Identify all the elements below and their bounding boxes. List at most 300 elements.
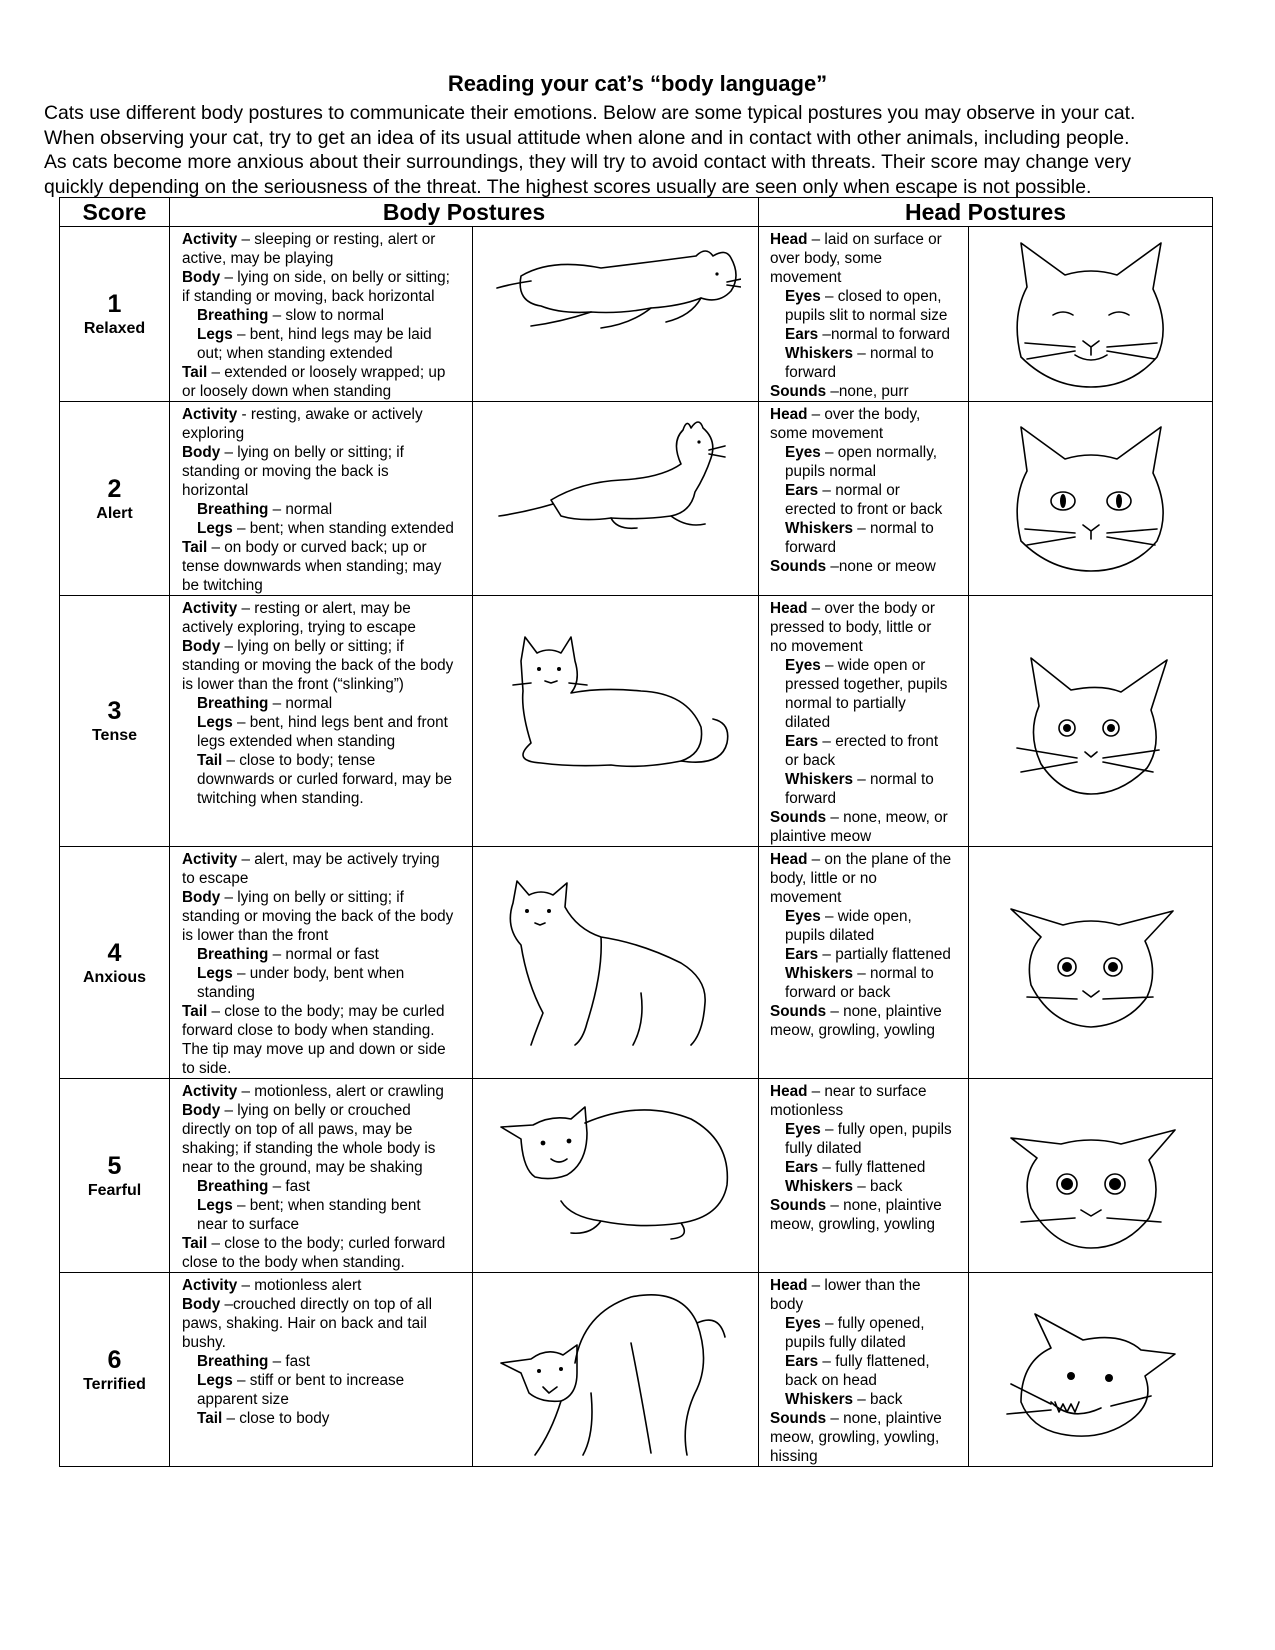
intro-line: Cats use different body postures to communicate their emotions. Below are some typical postures you may observe in your cat. — [44, 102, 1136, 124]
posture-value: – on body or curved back; up or — [207, 539, 427, 556]
posture-key: Breathing — [197, 307, 269, 324]
posture-line — [770, 462, 964, 481]
posture-key: Ears — [785, 1353, 819, 1370]
posture-value: near to the ground, may be shaking — [182, 1159, 423, 1176]
posture-line — [770, 1158, 964, 1177]
posture-key: Legs — [197, 1197, 233, 1214]
posture-value: pupils slit to normal size — [785, 307, 948, 324]
posture-line — [182, 1253, 468, 1272]
score-label: Relaxed — [83, 320, 146, 337]
posture-line — [182, 500, 468, 519]
posture-value: – over the body or — [807, 600, 935, 617]
posture-value: no movement — [770, 638, 863, 655]
posture-key: Head — [770, 406, 808, 423]
posture-value: – none, plaintive — [826, 1410, 942, 1427]
posture-key: Sounds — [770, 1197, 827, 1214]
posture-line — [770, 964, 964, 983]
posture-value: – close to the body; curled forward — [207, 1235, 446, 1252]
posture-line — [182, 1059, 468, 1078]
posture-line — [182, 1040, 468, 1059]
posture-value: is lower than the front — [182, 927, 329, 944]
cat-lying-alert-icon — [491, 412, 741, 585]
posture-line — [182, 983, 468, 1002]
posture-value: – lower than the — [807, 1277, 921, 1294]
posture-value: – over the body, — [807, 406, 921, 423]
posture-value: exploring — [182, 425, 245, 442]
posture-line — [182, 519, 468, 538]
posture-value: – close to body — [222, 1410, 330, 1427]
score-label: Anxious — [82, 968, 147, 986]
posture-value: back on head — [785, 1372, 877, 1389]
posture-line — [182, 538, 468, 557]
posture-line — [182, 1390, 468, 1409]
table-header-row — [60, 198, 1213, 227]
table-row — [60, 596, 1213, 847]
body-postures-cell — [170, 847, 473, 1079]
posture-value: body, little or no — [770, 870, 877, 887]
posture-line — [770, 519, 964, 538]
posture-value: pressed to body, little or — [770, 619, 932, 636]
posture-line — [770, 907, 964, 926]
posture-value: directly on top of all paws, may be — [182, 1121, 413, 1138]
posture-value: paws, shaking. Hair on back and tail — [182, 1315, 427, 1332]
posture-value: – motionless alert — [237, 1277, 362, 1294]
posture-key: Head — [770, 1083, 808, 1100]
score-number: 5 — [107, 1151, 122, 1180]
posture-key: Ears — [785, 1159, 819, 1176]
posture-value: – closed to open, — [820, 288, 942, 305]
posture-line — [182, 945, 468, 964]
posture-line — [182, 1215, 468, 1234]
cat-crouched-fearful-cell — [473, 1079, 759, 1273]
posture-line — [770, 1333, 964, 1352]
posture-value: – laid on surface or — [807, 231, 942, 248]
posture-line — [182, 1352, 468, 1371]
body-postures-cell — [170, 1273, 473, 1467]
posture-key: Ears — [785, 733, 819, 750]
posture-key: Eyes — [785, 657, 821, 674]
posture-line — [770, 481, 964, 500]
posture-value: – back — [853, 1391, 903, 1408]
posture-line — [770, 983, 964, 1002]
posture-line — [770, 888, 964, 907]
posture-value: – extended or loosely wrapped; up — [207, 364, 446, 381]
posture-line — [770, 850, 964, 869]
posture-key: Eyes — [785, 444, 821, 461]
cat-lying-alert-cell — [473, 402, 759, 596]
score-cell — [60, 596, 170, 847]
posture-line — [770, 1196, 964, 1215]
posture-line — [770, 1215, 964, 1234]
posture-key: Sounds — [770, 558, 827, 575]
posture-key: Whiskers — [785, 520, 854, 537]
posture-value: The tip may move up and down or side — [182, 1041, 446, 1058]
cat-head-relaxed-icon — [991, 237, 1191, 392]
posture-line — [182, 1371, 468, 1390]
posture-value: or loosely down when standing — [182, 383, 392, 400]
table-row — [60, 847, 1213, 1079]
intro-line: quickly depending on the seriousness of the threat. The highest scores usually are seen only when escape is not possible. — [44, 175, 1092, 198]
posture-line — [182, 1276, 468, 1295]
score-number: 1 — [107, 290, 122, 318]
posture-value: – lying on belly or sitting; if — [220, 444, 404, 461]
posture-line — [182, 1314, 468, 1333]
posture-line — [770, 751, 964, 770]
posture-line — [770, 500, 964, 519]
table-row — [60, 402, 1213, 596]
cat-head-anxious-icon — [991, 885, 1191, 1040]
posture-line — [770, 1428, 964, 1447]
posture-line — [770, 557, 964, 576]
posture-value: – bent, hind legs bent and front — [232, 714, 448, 731]
cat-head-terrified-icon — [991, 1292, 1191, 1447]
posture-line — [770, 230, 964, 249]
posture-line — [770, 1390, 964, 1409]
posture-value: meow, growling, yowling, — [770, 1429, 940, 1446]
posture-line — [770, 808, 964, 827]
body-postures-cell — [170, 227, 473, 402]
posture-value: – on the plane of the — [807, 851, 952, 868]
posture-value: pressed together, pupils — [785, 676, 948, 693]
posture-value: near to surface — [197, 1216, 300, 1233]
posture-key: Legs — [197, 714, 233, 731]
posture-line — [182, 230, 468, 249]
score-cell — [60, 847, 170, 1079]
posture-key: Breathing — [197, 1353, 269, 1370]
posture-line — [770, 656, 964, 675]
posture-value: standing or moving the back of the body — [182, 908, 454, 925]
posture-line — [182, 382, 468, 401]
cat-head-tense-icon — [991, 644, 1191, 799]
posture-line — [182, 1158, 468, 1177]
posture-line — [770, 538, 964, 557]
posture-key: Tail — [182, 1003, 208, 1020]
posture-line — [182, 675, 468, 694]
posture-line — [182, 1021, 468, 1040]
posture-value: downwards or curled forward, may be — [197, 771, 453, 788]
cat-crouching-tense-icon — [491, 631, 741, 811]
posture-line — [770, 827, 964, 846]
score-cell — [60, 1079, 170, 1273]
posture-line — [770, 1101, 964, 1120]
cat-head-fearful-icon — [991, 1098, 1191, 1253]
posture-key: Body — [182, 638, 221, 655]
posture-key: Whiskers — [785, 345, 854, 362]
posture-value: – fully opened, — [820, 1315, 925, 1332]
posture-line — [182, 306, 468, 325]
posture-key: Breathing — [197, 695, 269, 712]
posture-key: Ears — [785, 482, 819, 499]
posture-line — [182, 1295, 468, 1314]
posture-line — [182, 1002, 468, 1021]
posture-value: forward — [785, 364, 837, 381]
posture-value: - resting, awake or actively — [237, 406, 423, 423]
posture-line — [182, 287, 468, 306]
posture-line — [182, 557, 468, 576]
posture-line — [182, 1082, 468, 1101]
posture-key: Eyes — [785, 288, 821, 305]
posture-value: some movement — [770, 425, 884, 442]
score-header: Score — [60, 198, 170, 227]
posture-line — [182, 770, 468, 789]
posture-value: – sleeping or resting, alert or — [237, 231, 436, 248]
posture-key: Activity — [182, 851, 238, 868]
posture-value: shaking; if standing the whole body is — [182, 1140, 436, 1157]
posture-value: – fast — [268, 1353, 311, 1370]
posture-key: Sounds — [770, 1410, 827, 1427]
posture-value: –crouched directly on top of all — [220, 1296, 432, 1313]
posture-value: bushy. — [182, 1334, 226, 1351]
cat-standing-anxious-cell — [473, 847, 759, 1079]
posture-value: – fast — [268, 1178, 311, 1195]
posture-line — [182, 1333, 468, 1352]
posture-key: Activity — [182, 1277, 238, 1294]
posture-line — [182, 344, 468, 363]
posture-key: Body — [182, 889, 221, 906]
cat-crouched-fearful-icon — [491, 1089, 741, 1262]
posture-line — [770, 1021, 964, 1040]
posture-key: Eyes — [785, 908, 821, 925]
posture-value: – fully flattened — [818, 1159, 926, 1176]
posture-value: standing or moving the back is — [182, 463, 389, 480]
posture-value: motionless — [770, 1102, 844, 1119]
body-postures-cell — [170, 596, 473, 847]
posture-key: Breathing — [197, 501, 269, 518]
posture-value: – normal to — [853, 345, 934, 362]
intro-line: As cats become more anxious about their surroundings, they will try to avoid contact with threats. Their score may change very — [44, 151, 1132, 173]
posture-key: Tail — [182, 364, 208, 381]
posture-value: out; when standing extended — [197, 345, 393, 362]
posture-value: –normal to forward — [818, 326, 950, 343]
posture-line — [770, 618, 964, 637]
posture-value: pupils fully dilated — [785, 1334, 906, 1351]
posture-value: to escape — [182, 870, 249, 887]
head-postures-cell — [759, 227, 969, 402]
posture-value: – bent; when standing bent — [232, 1197, 421, 1214]
posture-key: Activity — [182, 231, 238, 248]
posture-value: close to the body when standing. — [182, 1254, 405, 1271]
head-postures-cell — [759, 847, 969, 1079]
cat-crouching-tense-cell — [473, 596, 759, 847]
posture-key: Head — [770, 231, 808, 248]
posture-line — [770, 1139, 964, 1158]
posture-value: – fully flattened, — [818, 1353, 930, 1370]
posture-line — [770, 443, 964, 462]
posture-line — [770, 694, 964, 713]
posture-value: standing — [197, 984, 255, 1001]
page-title: Reading your cat’s “body language” — [447, 71, 828, 96]
posture-line — [770, 1177, 964, 1196]
posture-value: – alert, may be actively trying — [237, 851, 440, 868]
posture-value: forward — [785, 790, 837, 807]
posture-value: – slow to normal — [268, 307, 385, 324]
posture-line — [770, 926, 964, 945]
posture-value: – wide open or — [820, 657, 926, 674]
posture-line — [182, 637, 468, 656]
posture-value: hissing — [770, 1448, 818, 1465]
posture-line — [182, 888, 468, 907]
score-cell — [60, 1273, 170, 1467]
posture-line — [182, 576, 468, 595]
posture-value: dilated — [785, 714, 831, 731]
posture-value: to side. — [182, 1060, 232, 1077]
posture-key: Tail — [197, 1410, 223, 1427]
posture-line — [182, 1196, 468, 1215]
posture-value: – motionless, alert or crawling — [237, 1083, 444, 1100]
posture-value: – lying on side, on belly or sitting; — [220, 269, 450, 286]
posture-key: Head — [770, 851, 808, 868]
posture-line — [770, 713, 964, 732]
posture-line — [770, 1314, 964, 1333]
posture-key: Body — [182, 1102, 221, 1119]
posture-value: plaintive meow — [770, 828, 872, 845]
posture-key: Sounds — [770, 383, 827, 400]
posture-value: horizontal — [182, 482, 249, 499]
posture-line — [182, 618, 468, 637]
posture-value: fully dilated — [785, 1140, 862, 1157]
cat-head-alert-icon — [991, 421, 1191, 576]
posture-line — [770, 732, 964, 751]
posture-value: meow, growling, yowling — [770, 1216, 935, 1233]
posture-line — [182, 850, 468, 869]
cat-standing-anxious-icon — [491, 873, 741, 1053]
posture-line — [182, 1101, 468, 1120]
posture-value: forward close to body when standing. — [182, 1022, 435, 1039]
posture-key: Legs — [197, 1372, 233, 1389]
posture-value: be twitching — [182, 577, 263, 594]
score-number: 4 — [107, 938, 122, 967]
posture-line — [770, 1295, 964, 1314]
posture-value: legs extended when standing — [197, 733, 396, 750]
cat-head-relaxed-cell — [969, 227, 1213, 402]
table-row — [60, 1273, 1213, 1467]
posture-line — [770, 268, 964, 287]
posture-value: – normal to — [853, 771, 934, 788]
posture-key: Body — [182, 1296, 221, 1313]
posture-value: forward or back — [785, 984, 891, 1001]
posture-value: – partially flattened — [818, 946, 951, 963]
posture-value: – normal to — [853, 965, 934, 982]
posture-line — [770, 1447, 964, 1466]
posture-line — [770, 325, 964, 344]
cat-head-fearful-cell — [969, 1079, 1213, 1273]
posture-line — [770, 599, 964, 618]
posture-value: – lying on belly or crouched — [220, 1102, 411, 1119]
posture-line — [182, 1409, 468, 1428]
posture-value: active, may be playing — [182, 250, 334, 267]
posture-key: Legs — [197, 326, 233, 343]
posture-line — [770, 1120, 964, 1139]
posture-line — [182, 268, 468, 287]
posture-value: movement — [770, 889, 842, 906]
posture-line — [770, 287, 964, 306]
posture-line — [770, 1352, 964, 1371]
posture-value: –none, purr — [826, 383, 909, 400]
table-row — [60, 227, 1213, 402]
posture-line — [770, 1276, 964, 1295]
posture-value: – bent; when standing extended — [232, 520, 454, 537]
posture-value: standing or moving the back of the body — [182, 657, 454, 674]
posture-key: Tail — [182, 539, 208, 556]
posture-value: normal to partially — [785, 695, 906, 712]
posture-line — [770, 424, 964, 443]
posture-value: pupils dilated — [785, 927, 875, 944]
posture-key: Whiskers — [785, 965, 854, 982]
cat-arched-terrified-cell — [473, 1273, 759, 1467]
cat-arched-terrified-icon — [491, 1283, 741, 1457]
table-row — [60, 1079, 1213, 1273]
posture-line — [770, 249, 964, 268]
head-postures-header: Head Postures — [759, 198, 1213, 227]
posture-value: – lying on belly or sitting; if — [220, 638, 404, 655]
posture-value: – normal to — [853, 520, 934, 537]
posture-value: if standing or moving, back horizontal — [182, 288, 435, 305]
posture-key: Activity — [182, 600, 238, 617]
posture-line — [770, 306, 964, 325]
posture-value: – close to the body; may be curled — [207, 1003, 445, 1020]
posture-line — [182, 405, 468, 424]
posture-line — [770, 1371, 964, 1390]
posture-value: is lower than the front (“slinking”) — [182, 676, 404, 693]
posture-line — [770, 637, 964, 656]
posture-line — [182, 694, 468, 713]
posture-line — [182, 713, 468, 732]
posture-value: – near to surface — [807, 1083, 927, 1100]
posture-line — [770, 344, 964, 363]
posture-value: – stiff or bent to increase — [232, 1372, 405, 1389]
posture-value: actively exploring, trying to escape — [182, 619, 416, 636]
head-postures-cell — [759, 402, 969, 596]
posture-value: – none, meow, or — [826, 809, 948, 826]
posture-line — [770, 869, 964, 888]
posture-value: over body, some — [770, 250, 882, 267]
posture-key: Eyes — [785, 1315, 821, 1332]
score-label: Fearful — [87, 1181, 142, 1199]
posture-line — [182, 462, 468, 481]
posture-line — [182, 869, 468, 888]
cat-head-terrified-cell — [969, 1273, 1213, 1467]
cat-lying-on-side-icon — [491, 236, 741, 392]
score-cell — [60, 227, 170, 402]
posture-key: Ears — [785, 946, 819, 963]
score-label: Terrified — [83, 1375, 146, 1393]
posture-value: – open normally, — [820, 444, 937, 461]
posture-key: Whiskers — [785, 771, 854, 788]
posture-key: Eyes — [785, 1121, 821, 1138]
score-cell — [60, 402, 170, 596]
posture-line — [182, 599, 468, 618]
posture-line — [770, 789, 964, 808]
posture-key: Legs — [197, 965, 233, 982]
posture-key: Whiskers — [785, 1178, 854, 1195]
posture-value: – resting or alert, may be — [237, 600, 411, 617]
cat-head-anxious-cell — [969, 847, 1213, 1079]
head-postures-cell — [759, 1273, 969, 1467]
posture-key: Legs — [197, 520, 233, 537]
posture-line — [182, 964, 468, 983]
score-number: 3 — [107, 697, 122, 725]
posture-line — [182, 249, 468, 268]
posture-key: Sounds — [770, 1003, 827, 1020]
posture-line — [182, 926, 468, 945]
posture-value: forward — [785, 539, 837, 556]
posture-key: Activity — [182, 406, 238, 423]
posture-value: – wide open, — [820, 908, 912, 925]
posture-value: – normal — [268, 501, 333, 518]
posture-key: Head — [770, 600, 808, 617]
posture-value: pupils normal — [785, 463, 876, 480]
posture-value: – normal or fast — [268, 946, 379, 963]
